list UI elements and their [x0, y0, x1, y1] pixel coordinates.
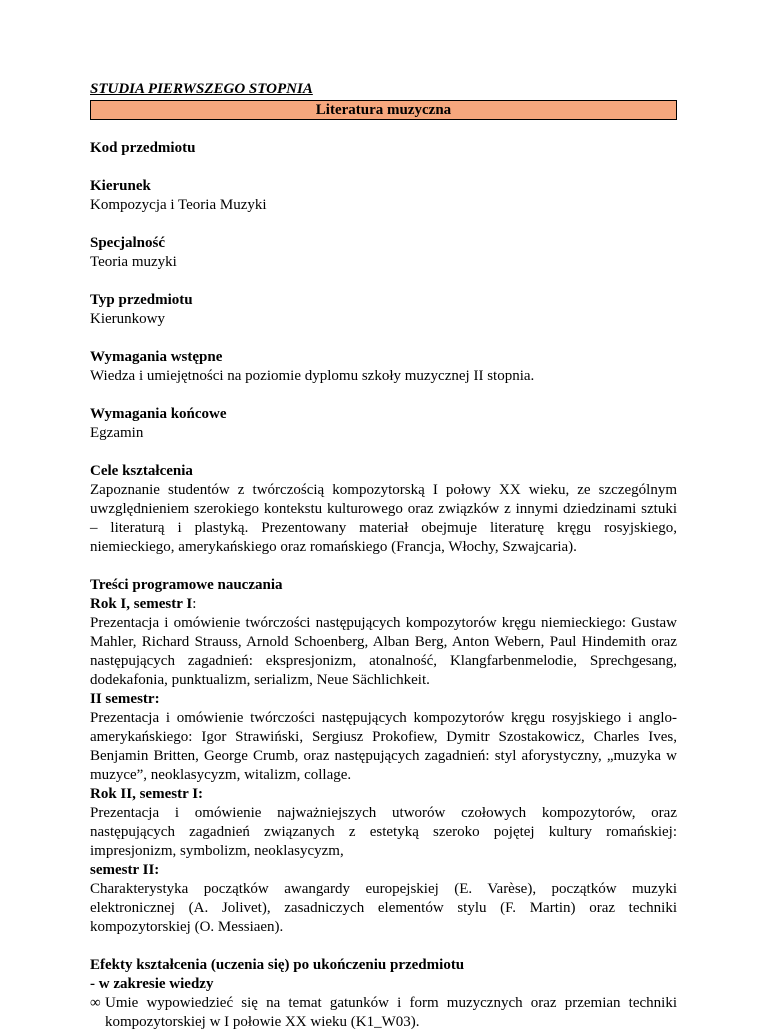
field-specialty-value: Teoria muzyki: [90, 254, 177, 270]
outcomes-label: Efekty kształcenia (uczenia się) po ukończeniu przedmiotu: [90, 957, 465, 973]
year2-sem2-text: Charakterystyka początków awangardy europejskiej (E. Varèse), początków muzyki elektronicznej (A. Jolivet), zasadniczych elementów stylu (F. Martin) oraz techniki kompozytorskiej (O. Messiaen).: [90, 881, 677, 935]
field-type-value: Kierunkowy: [90, 311, 165, 327]
outcome-text: Umie wypowiedzieć się na temat gatunków i form muzycznych oraz przemian techniki kompozytorskiej w I połowie XX wieku (K1_W03).: [105, 995, 677, 1030]
outcomes-knowledge-label: - w zakresie wiedzy: [90, 976, 214, 992]
document-content: [90, 80, 677, 1032]
field-direction: [90, 177, 677, 215]
field-specialty-label: Specjalność: [90, 235, 165, 251]
year1-sem1-heading-line: [90, 595, 677, 614]
outcomes-section: [90, 956, 677, 1032]
field-direction-value: Kompozycja i Teoria Muzyki: [90, 197, 267, 213]
outcome-list-item: [90, 994, 677, 1032]
subject-title-bar: Literatura muzyczna: [90, 100, 677, 120]
year1-sem2-text: Prezentacja i omówienie twórczości następujących kompozytorów kręgu rosyjskiego i anglo-amerykańskiego: Igor Strawiński, Sergiusz Prokofiew, Dymitr Szostakowicz, Charles Ives, Benjamin Britten, George Crumb, oraz następujących zagadnień: styl aforystyczny, „muzyka w muzyce”, neoklasycyzm, witalizm, collage.: [90, 710, 677, 783]
field-goals: [90, 462, 677, 557]
field-code: [90, 139, 677, 158]
field-final-requirements-label: Wymagania końcowe: [90, 406, 227, 422]
field-final-requirements: [90, 405, 677, 443]
year1-sem2-heading: II semestr:: [90, 691, 160, 707]
field-type: [90, 291, 677, 329]
year1-sem1-heading: Rok I, semestr I: [90, 596, 193, 612]
year2-sem2-heading: semestr II:: [90, 862, 160, 878]
program-content-section: [90, 576, 677, 937]
program-title: STUDIA PIERWSZEGO STOPNIA: [90, 81, 313, 97]
program-content-label: Treści programowe nauczania: [90, 577, 283, 593]
field-code-label: Kod przedmiotu: [90, 140, 196, 156]
field-direction-label: Kierunek: [90, 178, 151, 194]
field-goals-value: Zapoznanie studentów z twórczością kompozytorską I połowy XX wieku, ze szczególnym uwzględnieniem szerokiego kontekstu kulturowego oraz związków z innymi dziedzinami sztuki – literaturą i plastyką. Prezentowany materiał obejmuje literaturę kręgu rosyjskiego, niemieckiego, amerykańskiego oraz romańskiego (Francja, Włochy, Szwajcaria).: [90, 482, 677, 555]
field-prerequisites-value: Wiedza i umiejętności na poziomie dyplomu szkoły muzycznej II stopnia.: [90, 368, 535, 384]
year2-sem1-text: Prezentacja i omówienie najważniejszych utworów czołowych kompozytorów, oraz następujących zagadnień związanych z estetyką szeroko pojętej kultury romańskiej: impresjonizm, symbolizm, neoklasycyzm,: [90, 805, 677, 859]
field-goals-label: Cele kształcenia: [90, 463, 193, 479]
field-type-label: Typ przedmiotu: [90, 292, 193, 308]
field-specialty: [90, 234, 677, 272]
field-prerequisites: [90, 348, 677, 386]
field-prerequisites-label: Wymagania wstępne: [90, 349, 223, 365]
year2-sem1-heading: Rok II, semestr I:: [90, 786, 204, 802]
field-final-requirements-value: Egzamin: [90, 425, 144, 441]
bullet-icon: ∞: [90, 995, 101, 1011]
year1-sem1-colon: :: [192, 596, 197, 612]
year1-sem1-text: Prezentacja i omówienie twórczości następujących kompozytorów kręgu niemieckiego: Gustaw Mahler, Richard Strauss, Arnold Schoenberg, Alban Berg, Anton Webern, Paul Hindemith oraz następujących zagadnień: ekspresjonizm, atonalność, Klangfarbenmelodie, Sprechgesang, dodekafonia, punktualizm, serializm, Neue Sächlichkeit.: [90, 615, 677, 688]
